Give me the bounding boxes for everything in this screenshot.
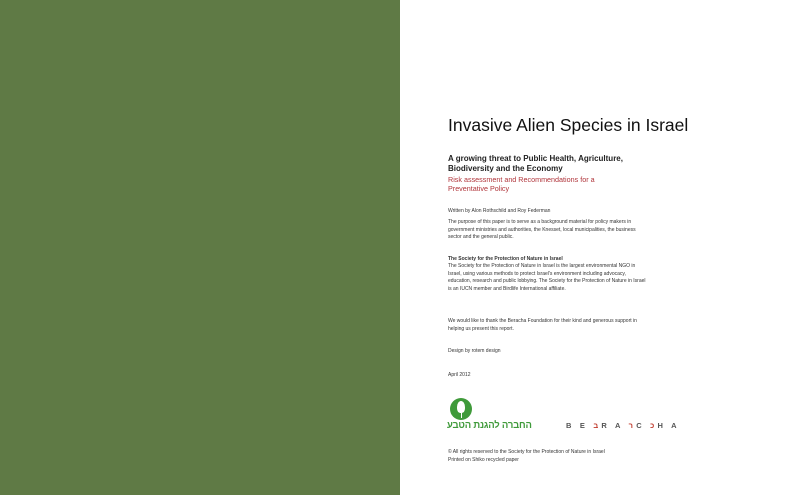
spni-heading: The Society for the Protection of Nature in Israel [448, 256, 563, 262]
risk-assessment-heading: Risk assessment and Recommendations for a Preventative Policy [448, 175, 595, 193]
document-title: Invasive Alien Species in Israel [448, 115, 689, 135]
spni-paragraph: The Society for the Protection of Nature in Israel is the largest environmental NGO in Israel, using various methods to protect Israel's environment including advocacy, education, research and public lobbying. The Society for the Protection of Nature in Israel is an IUCN member and Birdlife International affiliate. [448, 263, 646, 292]
spni-hebrew-wordmark: החברה להגנת הטבע [447, 420, 532, 431]
beracha-letters-2: R A [601, 421, 629, 430]
document-subtitle: A growing threat to Public Health, Agriculture, Biodiversity and the Economy [448, 154, 623, 173]
printed-line: Printed on Shiko recycled paper [448, 456, 519, 463]
spni-logo [447, 398, 533, 434]
beracha-letters-3: C [636, 421, 651, 430]
beracha-hebrew-letter-1: ב [593, 421, 602, 430]
thanks-paragraph: We would like to thank the Beracha Foundation for their kind and generous support in helping us present this report. [448, 318, 637, 332]
beracha-logo [566, 421, 680, 433]
purpose-paragraph: The purpose of this paper is to serve as a background material for policy makers in government ministries and authorities, the Knesset, local municipalities, the business sector and the general public. [448, 219, 636, 241]
beracha-letters-1: B E [566, 421, 594, 430]
beracha-hebrew-letter-2: ר [628, 421, 637, 430]
copyright-block [448, 449, 648, 464]
beracha-hebrew-letter-3: כ [650, 421, 658, 430]
copyright-line: © All rights reserved to the Society for the Protection of Nature in Israel [448, 449, 605, 455]
leaf-stem-icon [461, 411, 462, 418]
design-credit: Design by rotem design [448, 348, 501, 354]
beracha-letters-4: H A [657, 421, 680, 430]
authors-line: Written by Alon Rothschild and Roy Federman [448, 208, 551, 214]
publication-date: April 2012 [448, 372, 471, 378]
